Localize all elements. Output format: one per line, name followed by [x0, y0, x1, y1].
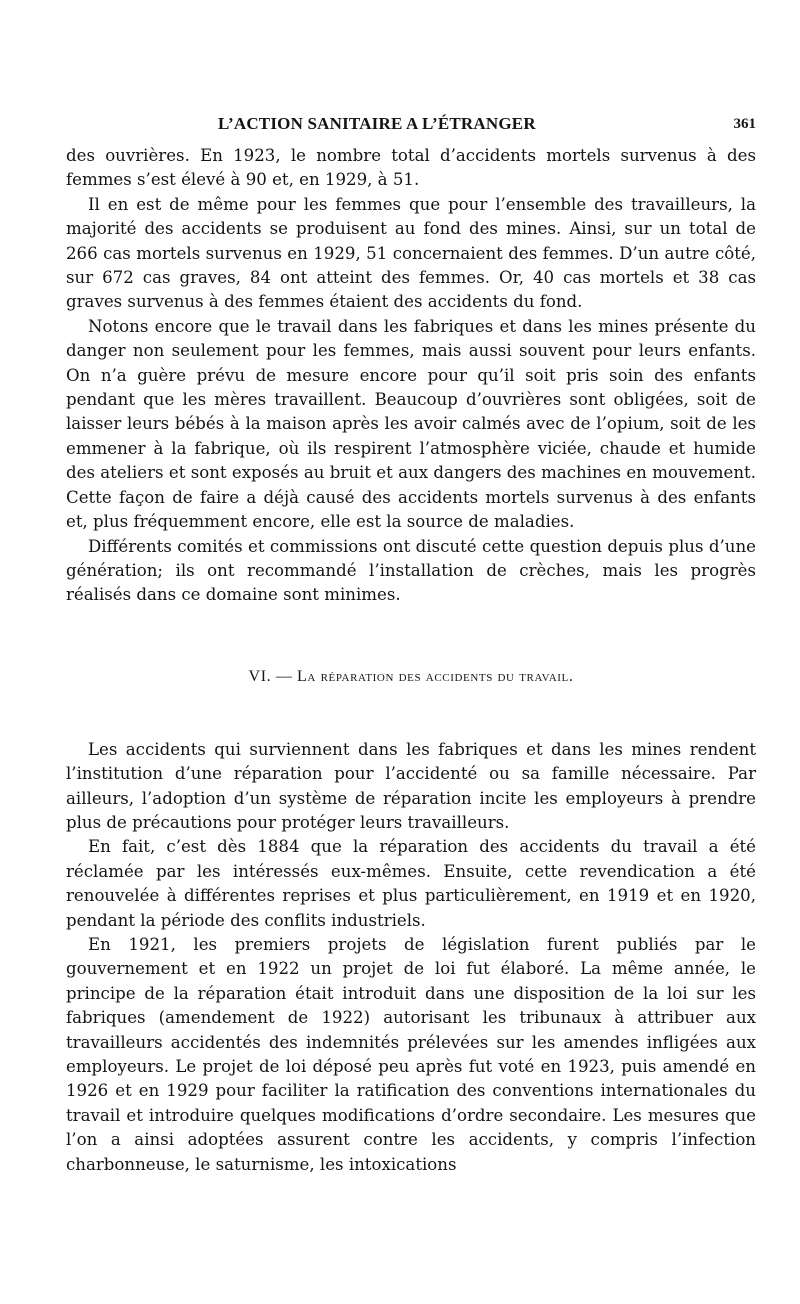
running-title: L’ACTION SANITAIRE A L’ÉTRANGER [218, 114, 536, 133]
page-header [66, 110, 756, 144]
section-title: La réparation des accidents du travail. [297, 667, 574, 685]
body-text [66, 144, 756, 1177]
paragraph: En 1921, les premiers projets de législation furent publiés par le gouvernement et en 1922 un projet de loi fut élaboré. La même année, le principe de la réparation était introduit dans une disposition de la loi sur les fabriques (amendement de 1922) autorisant les tribunaux à attribuer aux travailleurs accidentés des indemnités prélevées sur les amendes infligées aux employeurs. Le projet de loi déposé peu après fut voté en 1923, puis amendé en 1926 et en 1929 pour faciliter la ratification des conventions internationales du travail et introduire quelques modifications d’ordre secondaire. Les mesures que l’on a ainsi adoptées assurent contre les accidents, y compris l’infection charbonneuse, le saturnisme, les intoxications [66, 934, 756, 1174]
paragraph: En fait, c’est dès 1884 que la réparation des accidents du travail a été réclamée par les intéressés eux-mêmes. Ensuite, cette revendication a été renouvelée à différentes reprises et plus particulièrement, en 1919 et en 1920, pendant la période des conflits industriels. [66, 837, 756, 930]
book-page [66, 110, 756, 1177]
paragraph: Les accidents qui surviennent dans les fabriques et dans les mines rendent l’institution d’une réparation pour l’accidenté ou sa famille nécessaire. Par ailleurs, l’adoption d’un système de réparation incite les employeurs à prendre plus de précautions pour protéger leurs travailleurs. [66, 739, 756, 832]
section-heading [66, 668, 756, 686]
paragraph: Différents comités et commissions ont discuté cette question depuis plus d’une génération; ils ont recommandé l’installation de crèches, mais les progrès réalisés dans ce domaine sont minimes. [66, 536, 756, 605]
paragraph: Notons encore que le travail dans les fabriques et dans les mines présente du danger non seulement pour les femmes, mais aussi souvent pour leurs enfants. On n’a guère prévu de mesure encore pour qu’il soit pris soin des enfants pendant que les mères travaillent. Beaucoup d’ouvrières sont obligées, soit de laisser leurs bébés à la maison après les avoir calmés avec de l’opium, soit de les emmener à la fabrique, où ils respirent l’atmosphère viciée, chaude et humide des ateliers et sont exposés au bruit et aux dangers des machines en mouvement. Cette façon de faire a déjà causé des accidents mortels survenus à des enfants et, plus fréquemment encore, elle est la source de maladies. [66, 316, 756, 532]
paragraph: des ouvrières. En 1923, le nombre total d’accidents mortels survenus à des femmes s’est élevé à 90 et, en 1929, à 51. [66, 146, 756, 190]
paragraph: Il en est de même pour les femmes que pour l’ensemble des travailleurs, la majorité des accidents se produisent au fond des mines. Ainsi, sur un total de 266 cas mortels survenus en 1929, 51 concernaient des femmes. D’un autre côté, sur 672 cas graves, 84 ont atteint des femmes. Or, 40 cas mortels et 38 cas graves survenus à des femmes étaient des accidents du fond. [66, 194, 756, 312]
section-number: VI. — [248, 667, 293, 685]
page-number: 361 [733, 116, 756, 132]
